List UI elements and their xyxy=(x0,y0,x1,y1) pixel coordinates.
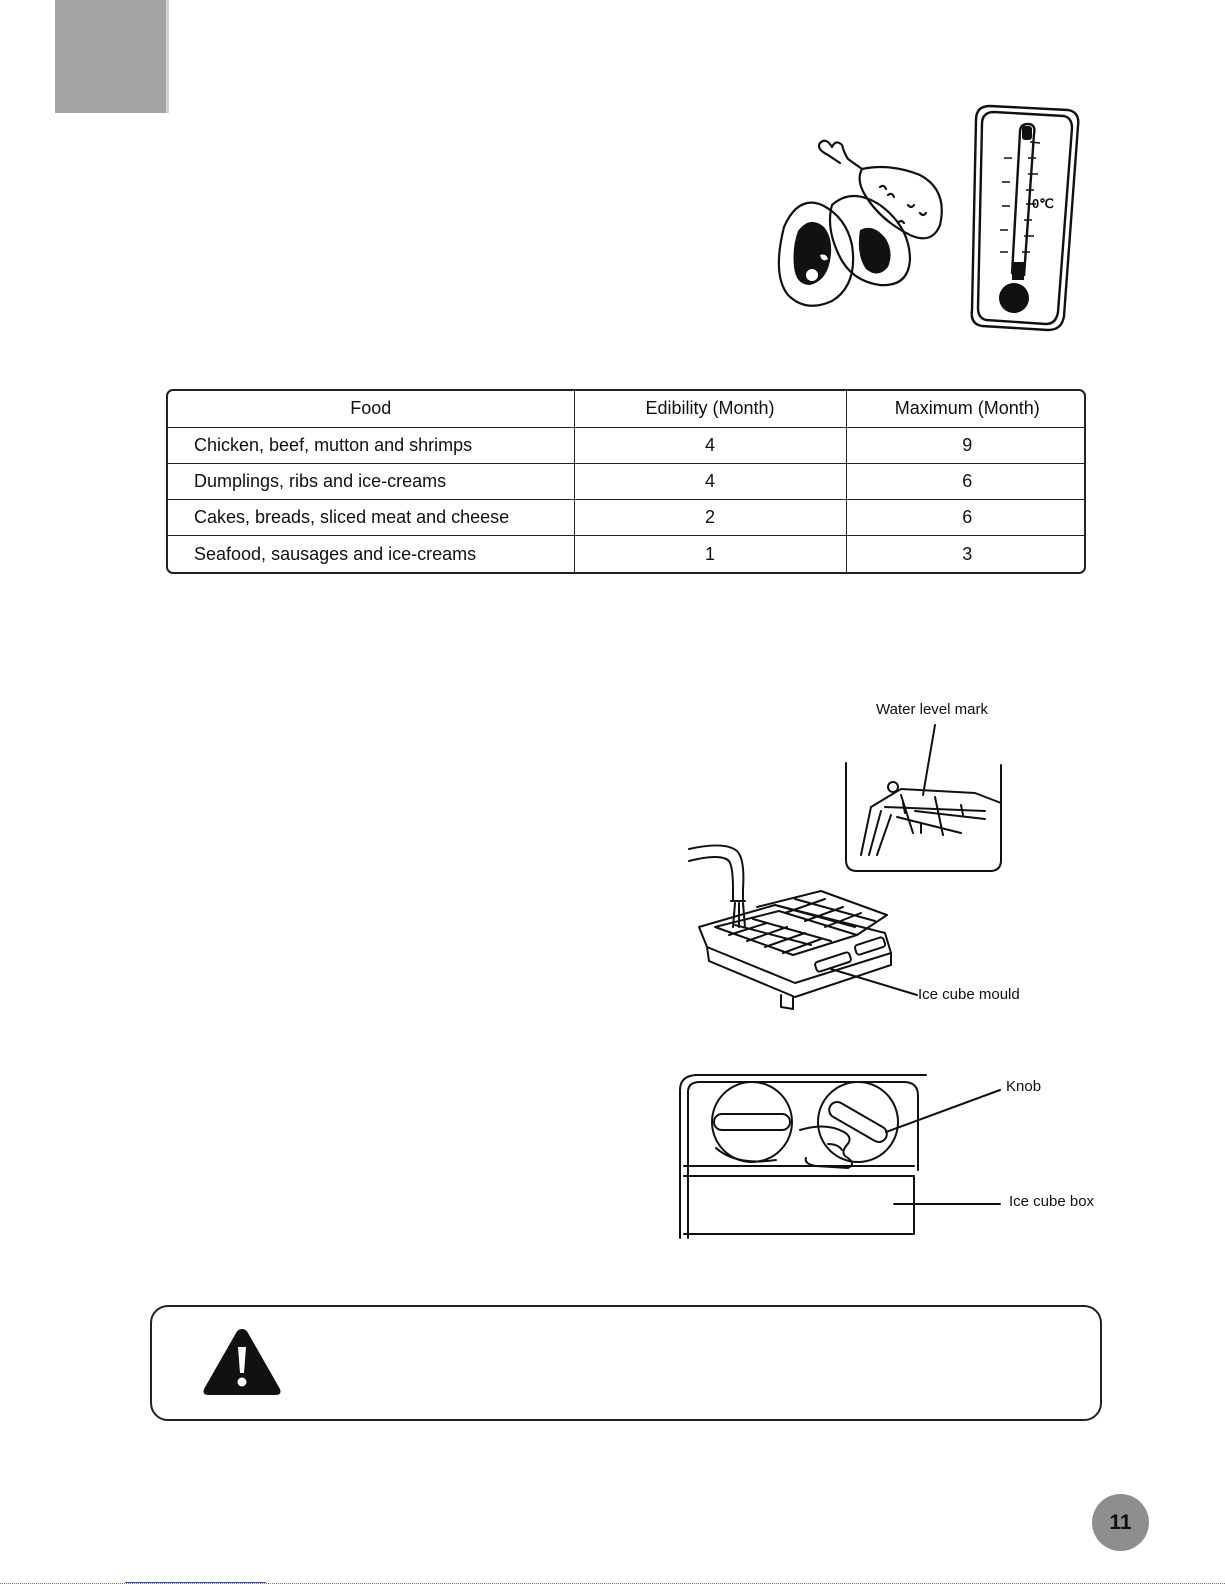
food-cell: Dumplings, ribs and ice-creams xyxy=(168,463,574,499)
ice-tray-diagram xyxy=(685,715,1015,1015)
section-tab-marker xyxy=(55,0,166,113)
page-number: 11 xyxy=(1092,1494,1149,1551)
maximum-cell: 3 xyxy=(846,536,1086,572)
food-cell: Seafood, sausages and ice-creams xyxy=(168,536,574,572)
food-cell: Chicken, beef, mutton and shrimps xyxy=(168,427,574,463)
warning-callout xyxy=(150,1305,1102,1421)
water-level-mark-label: Water level mark xyxy=(876,701,988,718)
edibility-cell: 4 xyxy=(574,427,846,463)
col-header-edibility: Edibility (Month) xyxy=(574,391,846,427)
thermometer-reading: 0℃ xyxy=(1032,196,1054,211)
warning-triangle-icon xyxy=(200,1325,284,1399)
bottom-link-underline xyxy=(125,1582,266,1583)
edibility-cell: 2 xyxy=(574,500,846,536)
food-storage-table xyxy=(166,389,1086,574)
ice-cube-mould-label: Ice cube mould xyxy=(918,986,1020,1003)
col-header-maximum: Maximum (Month) xyxy=(846,391,1086,427)
ice-cube-box-label: Ice cube box xyxy=(1009,1193,1095,1210)
table-header-row xyxy=(168,391,1086,427)
edibility-cell: 4 xyxy=(574,463,846,499)
bottom-divider xyxy=(0,1583,1225,1584)
table-row xyxy=(168,463,1086,499)
edibility-cell: 1 xyxy=(574,536,846,572)
table-row xyxy=(168,500,1086,536)
table-row xyxy=(168,427,1086,463)
knob-label: Knob xyxy=(1006,1078,1042,1095)
food-cell: Cakes, breads, sliced meat and cheese xyxy=(168,500,574,536)
meat-illustration xyxy=(770,135,960,315)
ice-box-knob-diagram xyxy=(676,1070,1006,1240)
thermometer-illustration xyxy=(968,102,1084,334)
table-row xyxy=(168,536,1086,572)
maximum-cell: 6 xyxy=(846,463,1086,499)
col-header-food: Food xyxy=(168,391,574,427)
maximum-cell: 6 xyxy=(846,500,1086,536)
maximum-cell: 9 xyxy=(846,427,1086,463)
